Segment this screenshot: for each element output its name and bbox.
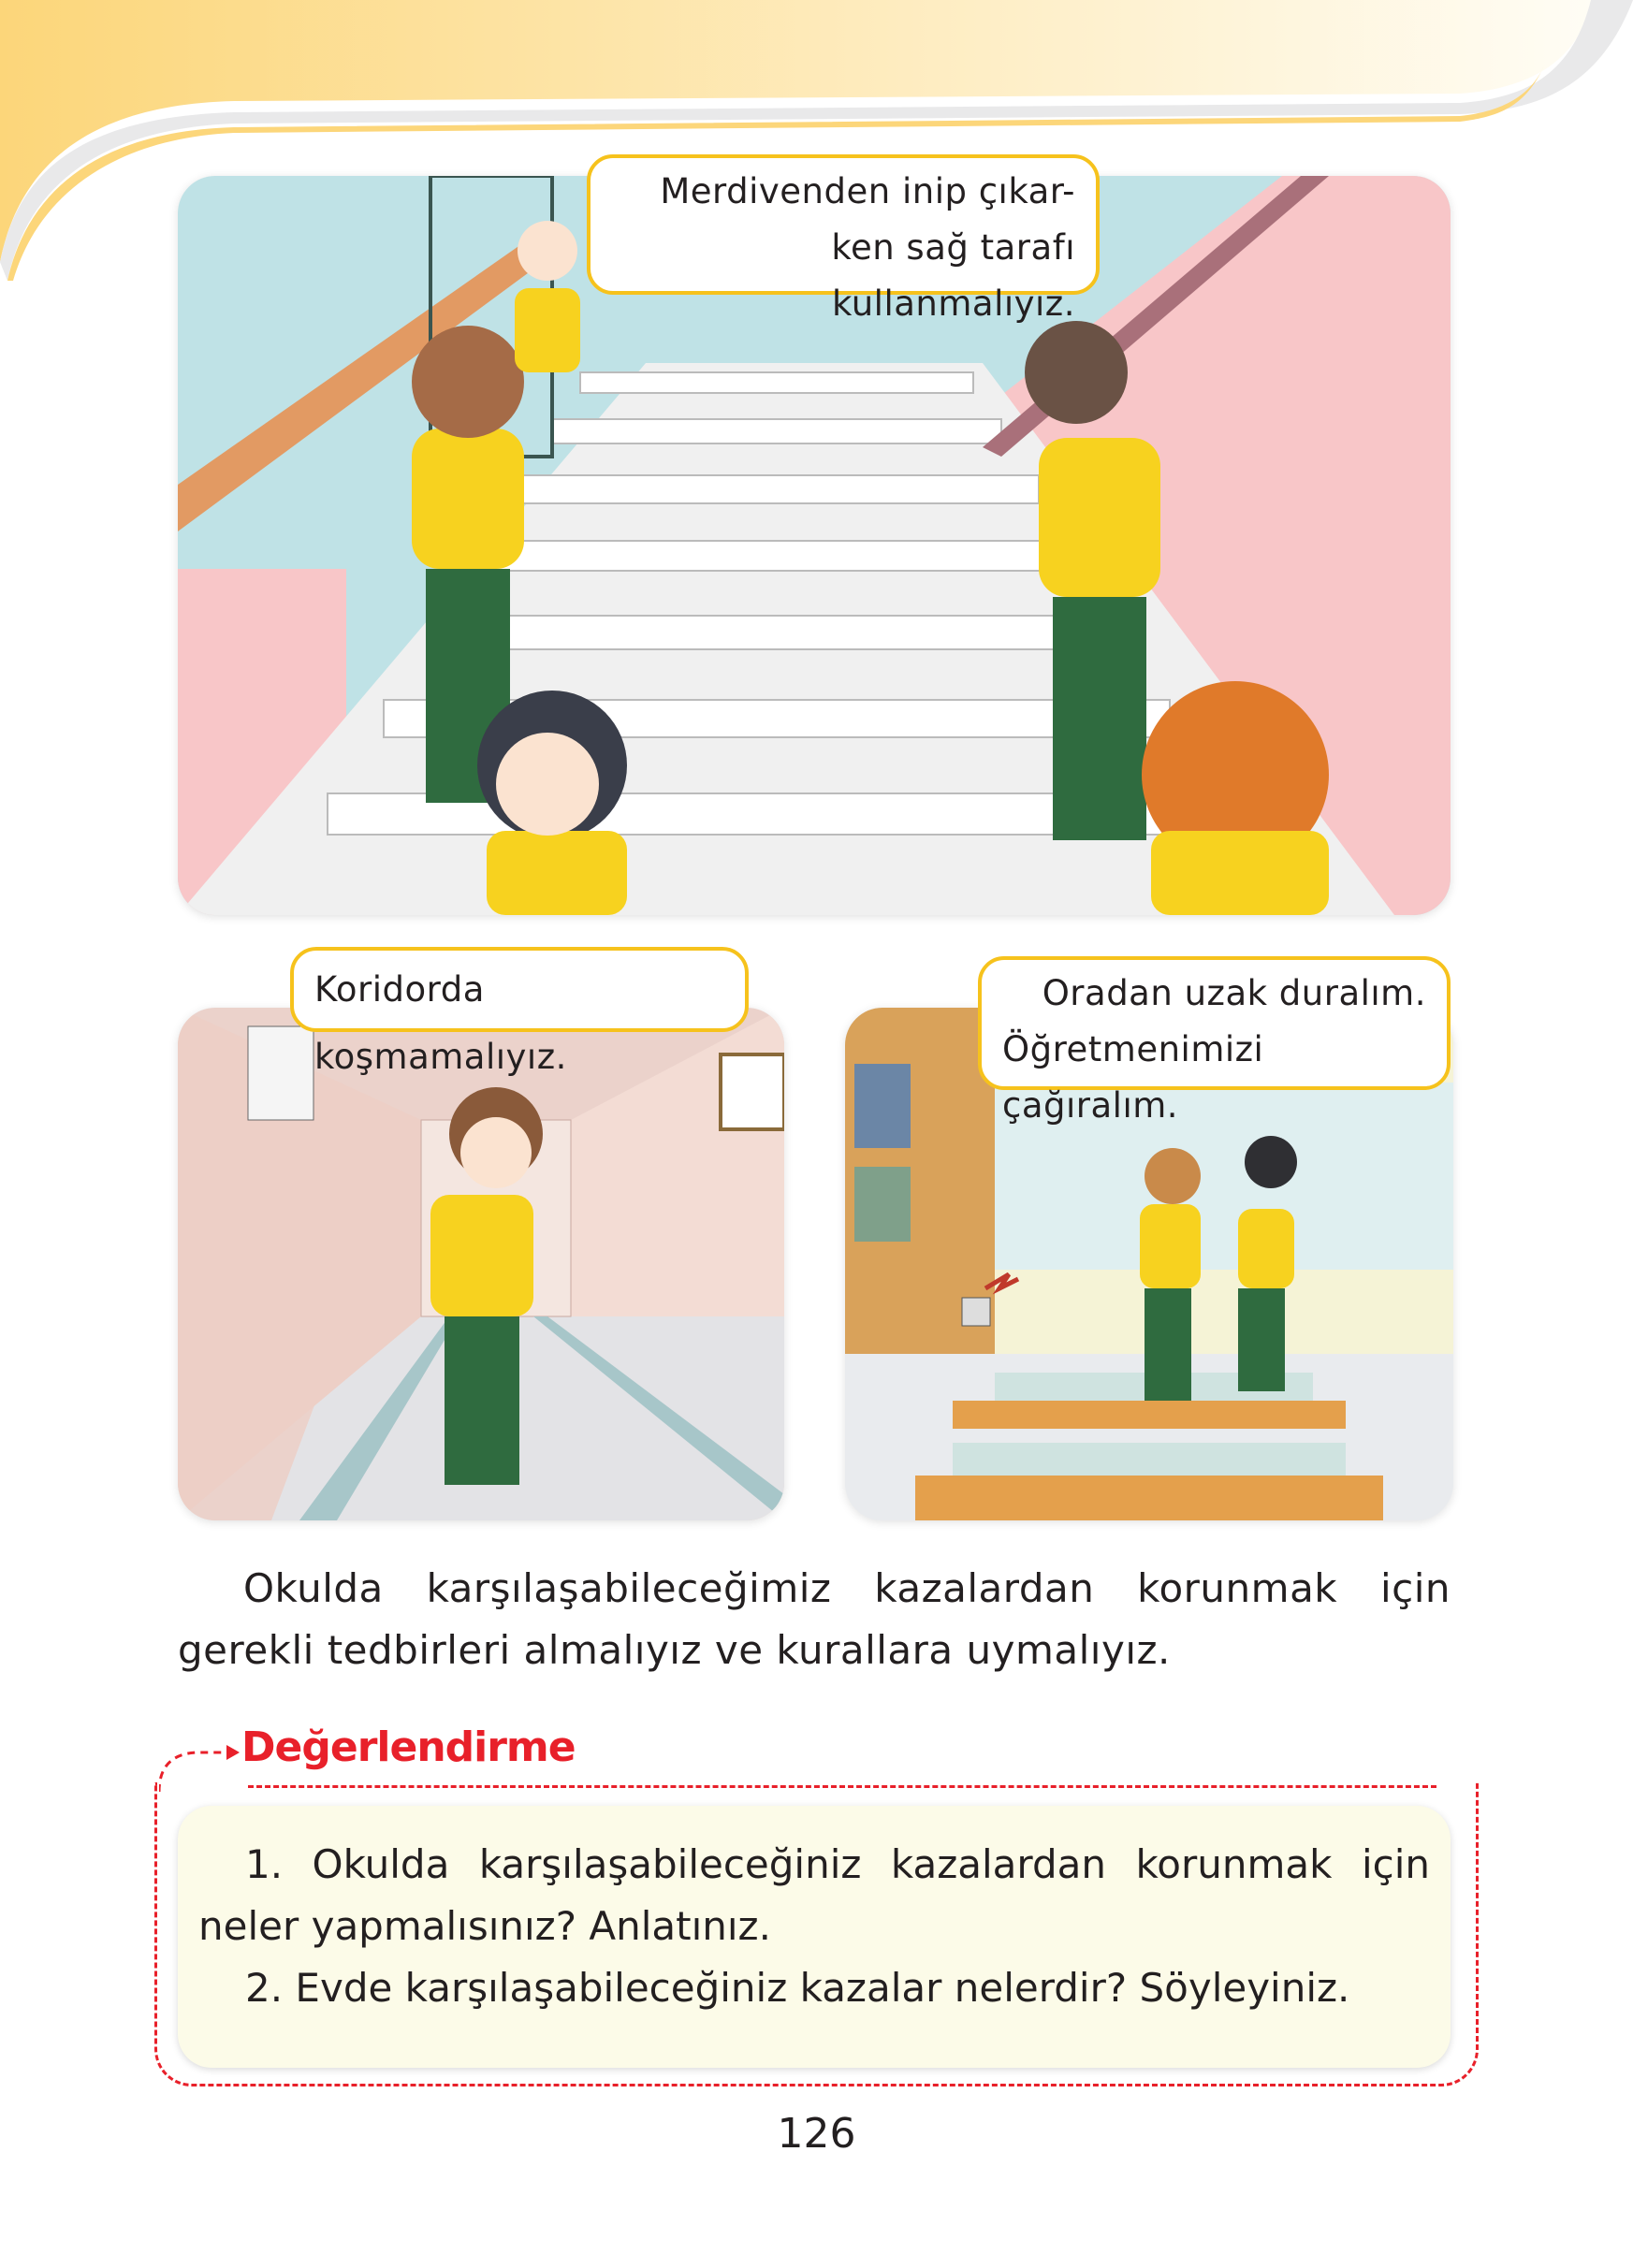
question-2: 2. Evde karşılaşabileceğiniz kazalar nelerdir? Söyleyiniz. [245,1965,1350,2011]
speech-line: Öğretmenimizi çağıralım. [1002,1029,1264,1126]
speech-line: Oradan uzak duralım. [1042,973,1426,1013]
evaluation-title: Değerlendirme [241,1723,576,1771]
question-1: 1. Okulda karşılaşabileceğiniz kazalardan korunmak için neler yapmalısınız? Anlatınız. [198,1841,1430,1949]
evaluation-box [178,1806,1451,2068]
speech-line: Merdivenden inip çıkar- [660,171,1075,211]
socket-icon [962,1298,990,1326]
body-paragraph [178,1558,1451,1681]
paragraph-text: Okulda karşılaşabileceğimiz kazalardan korunmak için gerekli tedbirleri almalıyız ve kurallara uymalıyız. [178,1565,1451,1673]
speech-bubble-stairs [587,154,1100,324]
speech-line: ken sağ tarafı kullanmalıyız. [831,227,1075,324]
speech-bubble-corridor [290,947,749,1077]
page-number: 126 [777,2110,856,2158]
speech-bubble-socket [978,956,1451,1126]
speech-line: Koridorda koşmamalıyız. [314,969,567,1077]
